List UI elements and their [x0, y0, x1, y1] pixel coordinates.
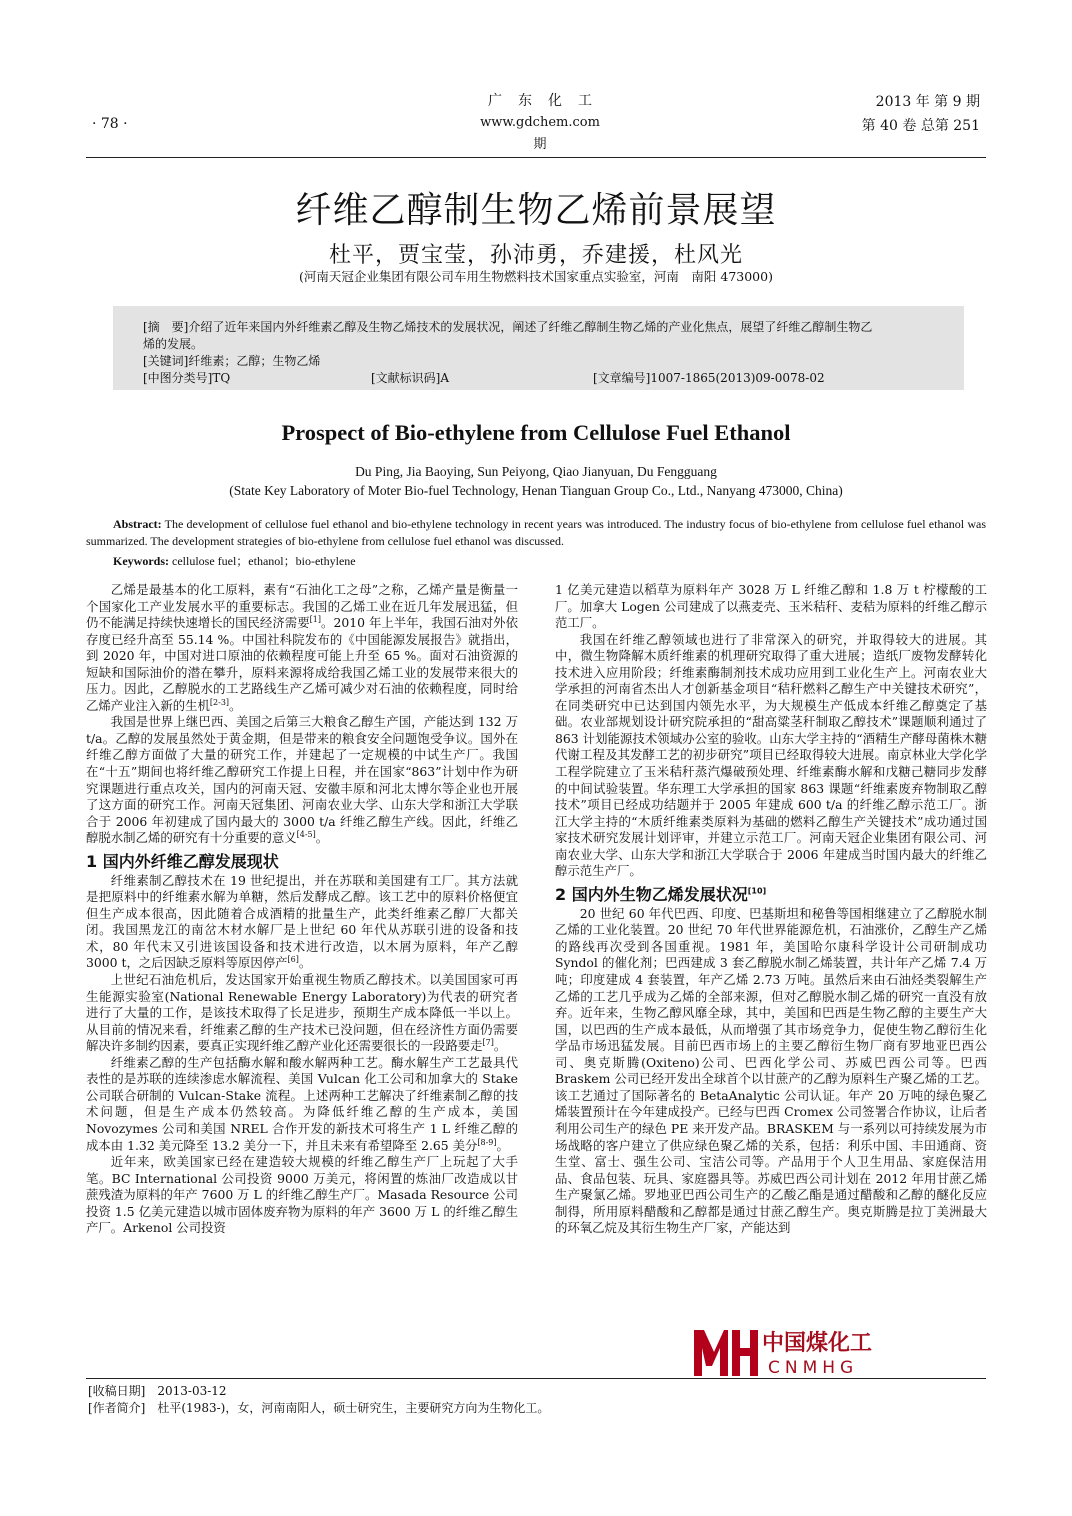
keywords-en-label: Keywords: [113, 554, 169, 568]
paragraph-text: 。 [298, 955, 312, 971]
paragraph-text: 。2010 年上半年，我国石油对外依存度已经升高至 55.14 %。中国社科院发布的《中国能源发展报告》就指出，到 2020 年，中国对进口原油的依赖程度可能上升至 65 %。面对石油资源的短缺和国际油价的潜在攀升，原料来源将成给我国乙烯工业的发展带来很大的压力。因此，乙醇脱水的工艺路线生产乙烯可减少对石油的依赖程度，同时给乙烯产业注入新的生机 [86, 615, 518, 713]
keywords-cn: [关键词]纤维素；乙醇；生物乙烯 [143, 354, 321, 368]
watermark-text-en: CNMHG [768, 1358, 859, 1378]
abstract-cn-line1: [摘 要]介绍了近年来国内外纤维素乙醇及生物乙烯技术的发展状况，阐述了纤维乙醇制生物乙烯的产业化焦点，展望了纤维乙醇制生物乙 [143, 320, 873, 334]
body-paragraph [555, 632, 987, 880]
article-title-cn: 纤维乙醇制生物乙烯前景展望 [295, 190, 777, 231]
affiliation-cn: (河南天冠企业集团有限公司车用生物燃料技术国家重点实验室，河南 南阳 473000) [299, 269, 773, 284]
article-number: [文章编号]1007-1865(2013)09-0078-02 [593, 371, 825, 385]
citation: [7] [482, 1038, 494, 1048]
abstract-en-label: Abstract: [113, 517, 162, 531]
abstract-en-text: The development of cellulose fuel ethanol and bio-ethylene technology in recent years was introduced. The industry focus of bio-ethylene from cellulose fuel ethanol was summarized. The development strategies of bio-ethylene from cellulose fuel ethanol was discussed. [86, 517, 986, 548]
paragraph-text: 。 [315, 830, 329, 846]
footnote-received: [收稿日期] 2013-03-12 [88, 1384, 227, 1398]
paragraph-text: 。 [493, 1038, 507, 1054]
citation: [1] [309, 614, 321, 624]
paragraph-text: 纤维素制乙醇技术在 19 世纪提出，并在苏联和美国建有工厂。其方法就是把原料中的纤维素水解为单糖，然后发酵成乙醇。该工艺中的原料价格便宜但生产成本很高，因此随着合成酒精的批量生产，此类纤维素乙醇厂大都关闭。我国黑龙江的南岔木材水解厂是上世纪 60 年代从苏联引进的设备和技术，80 年代末又引进该国设备和技术进行改造，以木屑为原料，年产乙醇 3000 t，之后因缺乏原料等原因停产 [86, 872, 518, 971]
body-paragraph [86, 714, 518, 846]
body-column-right [555, 582, 987, 1372]
keywords-en [113, 552, 356, 569]
abstract-en [86, 516, 986, 550]
body-paragraph [86, 582, 518, 714]
body-paragraph [86, 873, 518, 972]
paragraph-text: 上世纪石油危机后，发达国家开始重视生物质乙醇技术。以美国国家可再生能源实验室(National Renewable Energy Laboratory)为代表的研究者进行了大量的工作，是该技术取得了长足进步，预期生产成本降低一半以上。从目前的情况来看，纤维素乙醇的生产技术已没问题，但在经济性方面仍需要解决许多制约因素，要真正实现纤维乙醇产业化还需要很长的一段路要走 [86, 972, 518, 1054]
footnote-rule [86, 1378, 986, 1379]
body-column-left [86, 582, 518, 1372]
citation: [4-5] [296, 830, 316, 840]
paragraph-text: 乙烯是最基本的化工原料，素有“石油化工之母”之称，乙烯产量是衡量一个国家化工产业发展水平的重要标志。我国的乙烯工业在近几年发展迅猛，但仍不能满足持续快速增长的国民经济需要 [86, 582, 518, 631]
document-code: [文献标识码]A [371, 371, 450, 385]
paragraph-text: 我国在纤维乙醇领域也进行了非常深入的研究，并取得较大的进展。其中，微生物降解木质纤维素的机理研究取得了重大进展；造纸厂废物发酵转化技术进入应用阶段；纤维素酶制剂技术成功应用到工业化生产上。河南农业大学承担的河南省杰出人才创新基金项目“秸秆燃料乙醇生产中关键技术研究”，在同类研究中已达到国内领先水平，为大规模生产低成本纤维乙醇奠定了基础。农业部规划设计研究院承担的“甜高粱茎秆制取乙醇技术”课题顺利通过了 863 计划能源技术领域办公室的验收。山东大学主持的“酒精生产酵母菌株木糖代谢工程及其发酵工艺的初步研究”项目已经取得较大进展。南京林业大学化学工程学院建立了玉米秸秆蒸汽爆破预处理、纤维素酶水解和戊糖己糖同步发酵的中间试验装置。华东理工大学承担的国家 863 课题“纤维素废弃物制取乙醇技术”项目已经成功结题并于 2005 年建成 600 t/a 的纤维乙醇示范工厂。浙江大学主持的“木质纤维素类原料为基础的燃料乙醇生产关键技术”成功通过国家技术研究发展计划评审，并建立示范工厂。河南天冠企业集团有限公司、河南农业大学、山东大学和浙江大学联合于 2006 年建成当时国内最大的纤维乙醇示范生产厂。 [555, 631, 987, 879]
affiliation-en: (State Key Laboratory of Moter Bio-fuel Technology, Henan Tianguan Group Co., Ltd., Nanyang 473000, China) [229, 483, 843, 498]
abstract-box-cn [113, 306, 964, 390]
running-header-right [862, 90, 980, 138]
article-title-en: Prospect of Bio-ethylene from Cellulose Fuel Ethanol [281, 420, 791, 445]
year-issue: 2013 年 第 9 期 [875, 94, 980, 110]
body-paragraph [86, 972, 518, 1055]
paragraph-text: 纤维素乙醇的生产包括酶水解和酸水解两种工艺。酶水解生产工艺最具代表性的是苏联的连续渗虑水解流程、美国 Vulcan 化工公司和加拿大的 Stake 公司联合研制的 Vulcan-Stake 流程。上述两种工艺解决了纤维素制乙醇的技术问题，但是生产成本仍然较高。为降低纤维乙醇的生产成本，美国 Novozymes 公司和美国 NREL 合作开发的新技术可将生产 1 L 纤维乙醇的成本由 1.32 美元降至 13.2 美分一下，并且未来有希望降至 2.65 美分 [86, 1054, 518, 1153]
citation: [2-3] [209, 697, 230, 707]
journal-website: www.gdchem.com [480, 115, 600, 130]
paragraph-text: 。 [229, 697, 242, 713]
paragraph-text: 近年来，欧美国家已经在建造较大规模的纤维乙醇生产厂上玩起了大手笔。BC International 公司投资 9000 万美元，将闲置的炼油厂改造成以甘蔗残渣为原料的年产 7600 万 L 的纤维乙醇生产厂。Masada Resource 公司投资 1.5 亿美元建造以城市固体废弃物为原料的年产 3600 万 L 的纤维乙醇生产厂。Arkenol 公司投资 [86, 1154, 518, 1236]
citation: [10] [747, 886, 767, 896]
body-paragraph [555, 906, 987, 1237]
paragraph-text: 。 [496, 1137, 509, 1153]
watermark-text-cn: 中国煤化工 [762, 1326, 872, 1357]
citation: [6] [287, 955, 299, 965]
paragraph-text: 20 世纪 60 年代巴西、印度、巴基斯坦和秘鲁等国相继建立了乙醇脱水制乙烯的工业化装置。20 世纪 70 年代世界能源危机，石油涨价，乙醇生产乙烯的路线再次受到各国重视。1981 年，美国哈尔康科学设计公司研制成功 Syndol 的催化剂；巴西建成 3 套乙醇脱水制乙烯装置，共计年产乙烯 7.4 万吨；印度建成 4 套装置，年产乙烯 2.73 万吨。虽然后来由石油烃类裂解生产乙烯的工艺几乎成为乙烯的全部来源，但对乙醇脱水制乙烯的研究一直没有放弃。近年来，生物乙醇风靡全球，其中，美国和巴西是生物乙醇的主要生产大国，以巴西的生产成本最低，从而增强了其市场竞争力，促使生物乙醇衍生化学品市场迅猛发展。目前巴西市场上的主要乙醇衍生物厂商有罗地亚巴西公司、奥克斯腾(Oxiteno)公司、巴西化学公司、苏威巴西公司等。巴西 Braskem 公司已经开发出全球首个以甘蔗产的乙醇为原料生产聚乙烯的工艺。该工艺通过了国际著名的 BetaAnalytic 公司认证。年产 20 万吨的绿色聚乙烯装置预计在今年建成投产。已经与巴西 Cromex 公司签署合作协议，让后者利用公司生产的绿色 PE 来开发产品。BRASKEM 与一系列以可持续发展为市场战略的客户建立了供应绿色聚乙烯的关系，包括：利乐中国、丰田通商、资生堂、富士、强生公司、宝洁公司等。产品用于个人卫生用品、家庭保洁用品、食品包装、玩具、家庭器具等。苏威巴西公司计划在 2012 年用甘蔗乙烯生产聚氯乙烯。罗地亚巴西公司生产的乙酸乙酯是通过醋酸和乙醇的醚化反应制得，所用原料醋酸和乙醇都是通过甘蔗乙醇生产。奥克斯腾是拉丁美洲最大的环氧乙烷及其衍生物生产厂家，产能达到 [555, 905, 987, 1236]
header-rule [86, 157, 986, 158]
body-paragraph [86, 1154, 518, 1237]
body-paragraph [555, 582, 987, 632]
volume-info: 第 40 卷 总第 251 [861, 118, 980, 134]
clc-number: [中图分类号]TQ [143, 371, 231, 385]
watermark [692, 1322, 892, 1386]
page-number: · 78 · [92, 116, 128, 132]
footnote-author: [作者简介] 杜平(1983-)，女，河南南阳人，硕士研究生，主要研究方向为生物化工。 [88, 1401, 550, 1415]
section-heading-2 [555, 885, 987, 905]
issue-label: 期 [533, 137, 547, 152]
section-heading-1: 1 国内外纤维乙醇发展现状 [86, 851, 279, 871]
citation: [8-9] [477, 1137, 497, 1147]
paragraph-text: 我国是世界上继巴西、美国之后第三大粮食乙醇生产国，产能达到 132 万 t/a。乙醇的发展虽然处于黄金期，但是带来的粮食安全问题饱受争议。国外在纤维乙醇方面做了大量的研究工作，并建起了一定规模的中试生产厂。我国在“十五”期间也将纤维乙醇研究工作提上日程，并在国家“863”计划中作为研究课题进行重点攻关，国内的河南天冠、安徽丰原和河北太博尔等企业也开展了这方面的研究工作。河南天冠集团、河南农业大学、山东大学和浙江大学联合于 2006 年初建成了国内最大的 3000 t/a 纤维乙醇生产线。因此，纤维乙醇脱水制乙烯的研究有十分重要的意义 [86, 714, 518, 846]
paragraph-text: 1 亿美元建造以稻草为原料年产 3028 万 L 纤维乙醇和 1.8 万 t 柠檬酸的工厂。加拿大 Logen 公司建成了以燕麦壳、玉米秸秆、麦秸为原料的纤维乙醇示范工厂。 [555, 582, 987, 631]
keywords-en-text: cellulose fuel；ethanol；bio-ethylene [172, 554, 356, 568]
authors-en: Du Ping, Jia Baoying, Sun Peiyong, Qiao Jianyuan, Du Fengguang [355, 464, 717, 479]
journal-name: 广东化工 [488, 93, 608, 109]
heading-text: 2 国内外生物乙烯发展状况 [555, 884, 748, 904]
abstract-cn-line2: 烯的发展。 [143, 337, 204, 351]
body-paragraph [86, 1055, 518, 1154]
authors-cn: 杜平，贾宝莹，孙沛勇，乔建援，杜风光 [328, 243, 743, 268]
running-header-center [470, 90, 610, 156]
watermark-logo-icon [692, 1326, 758, 1378]
